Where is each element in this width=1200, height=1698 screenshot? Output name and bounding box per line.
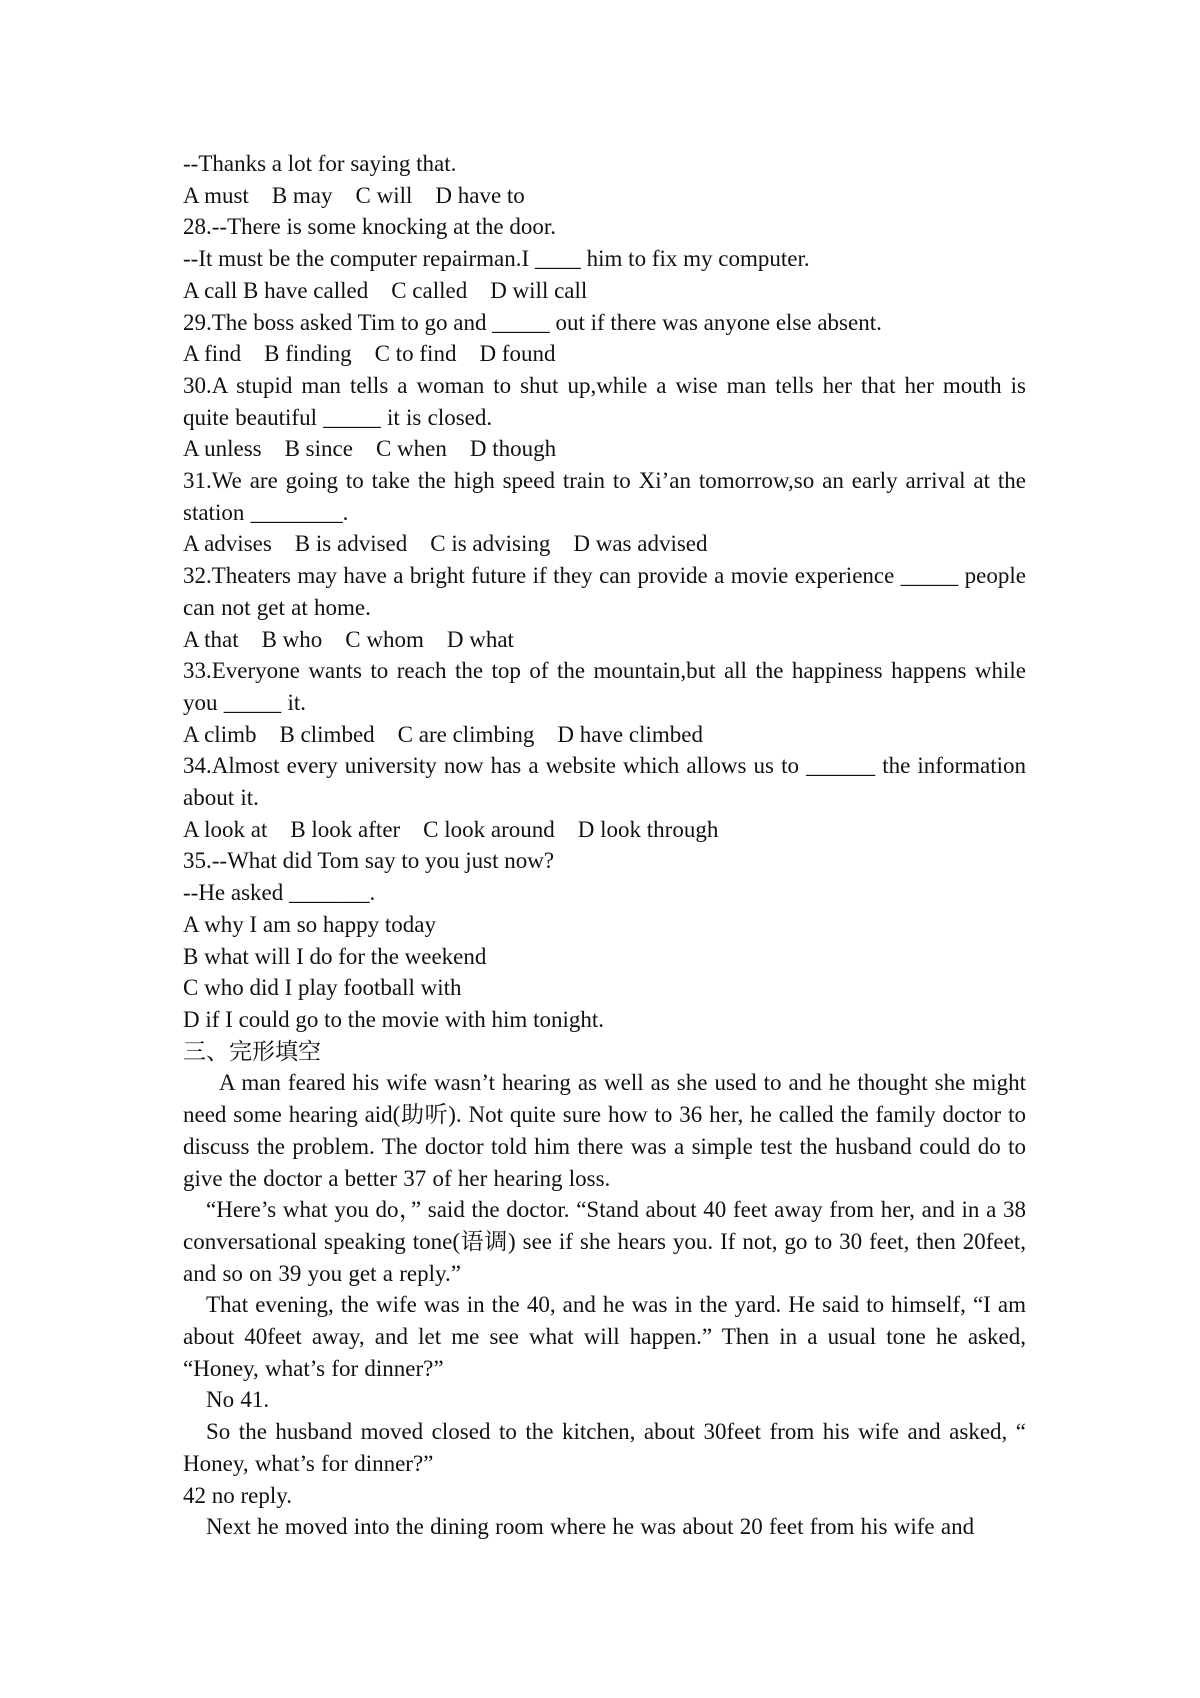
q34-question: 34.Almost every university now has a website which allows us to ______ the information about it. <box>183 753 1026 811</box>
q30-question: 30.A stupid man tells a woman to shut up,while a wise man tells her that her mouth is quite beautiful _____ it is closed. <box>183 372 1026 430</box>
q28-reply-line: --It must be the computer repairman.I ____ him to fix my computer. <box>183 246 810 272</box>
q35-option-c: C who did I play football with <box>183 975 462 1001</box>
q27-reply-line: --Thanks a lot for saying that. <box>183 151 457 176</box>
cloze-paragraph-4: No 41. <box>206 1387 270 1413</box>
document-page <box>183 148 1026 1543</box>
cloze-paragraph-1: A man feared his wife wasn’t hearing as well as she used to and he thought she might need some hearing aid(助听). Not quite sure how to 36 her, he called the family doctor to discuss the problem. The doctor told him there was a simple test the husband could do to give the doctor a better 37 of her hearing loss. <box>183 1070 1026 1191</box>
q35-reply-line: --He asked _______. <box>183 880 376 906</box>
q35-question: 35.--What did Tom say to you just now? <box>183 848 555 874</box>
q34-options: A look at B look after C look around D look through <box>183 816 719 842</box>
q35-option-d: D if I could go to the movie with him tonight. <box>183 1006 604 1032</box>
q33-question: 33.Everyone wants to reach the top of the mountain,but all the happiness happens while you _____ it. <box>183 658 1026 715</box>
q35-option-b: B what will I do for the weekend <box>183 943 487 969</box>
q32-options: A that B who C whom D what <box>183 626 514 652</box>
q30-options: A unless B since C when D though <box>183 436 557 462</box>
cloze-paragraph-5: So the husband moved closed to the kitchen, about 30feet from his wife and asked, “ Honey, what’s for dinner?” <box>183 1419 1026 1476</box>
q31-options: A advises B is advised C is advising D was advised <box>183 531 708 557</box>
q29-question: 29.The boss asked Tim to go and _____ out if there was anyone else absent. <box>183 309 882 335</box>
q35-option-a: A why I am so happy today <box>183 911 436 937</box>
cloze-paragraph-2: “Here’s what you do，” said the doctor. “Stand about 40 feet away from her, and in a 38 conversational speaking tone(语调) see if she hears you. If not, go to 30 feet, then 20feet, and so on 39 you get a reply.” <box>183 1197 1026 1286</box>
cloze-paragraph-6: 42 no reply. <box>183 1482 293 1508</box>
q31-question: 31.We are going to take the high speed train to Xi’an tomorrow,so an early arrival at the station ________. <box>183 468 1026 525</box>
q27-options: A must B may C will D have to <box>183 182 525 208</box>
q29-options: A find B finding C to find D found <box>183 341 556 367</box>
q33-options: A climb B climbed C are climbing D have climbed <box>183 721 703 747</box>
q32-question: 32.Theaters may have a bright future if they can provide a movie experience _____ people can not get at home. <box>183 563 1026 620</box>
q28-question: 28.--There is some knocking at the door. <box>183 214 557 240</box>
q28-options: A call B have called C called D will call <box>183 277 588 303</box>
section-title-cloze: 三、完形填空 <box>183 1038 321 1064</box>
cloze-paragraph-3: That evening, the wife was in the 40, and he was in the yard. He said to himself, “I am about 40feet away, and let me see what will happen.” Then in a usual tone he asked, “Honey, what’s for dinner?” <box>183 1292 1026 1381</box>
cloze-paragraph-7: Next he moved into the dining room where he was about 20 feet from his wife and <box>206 1514 975 1540</box>
